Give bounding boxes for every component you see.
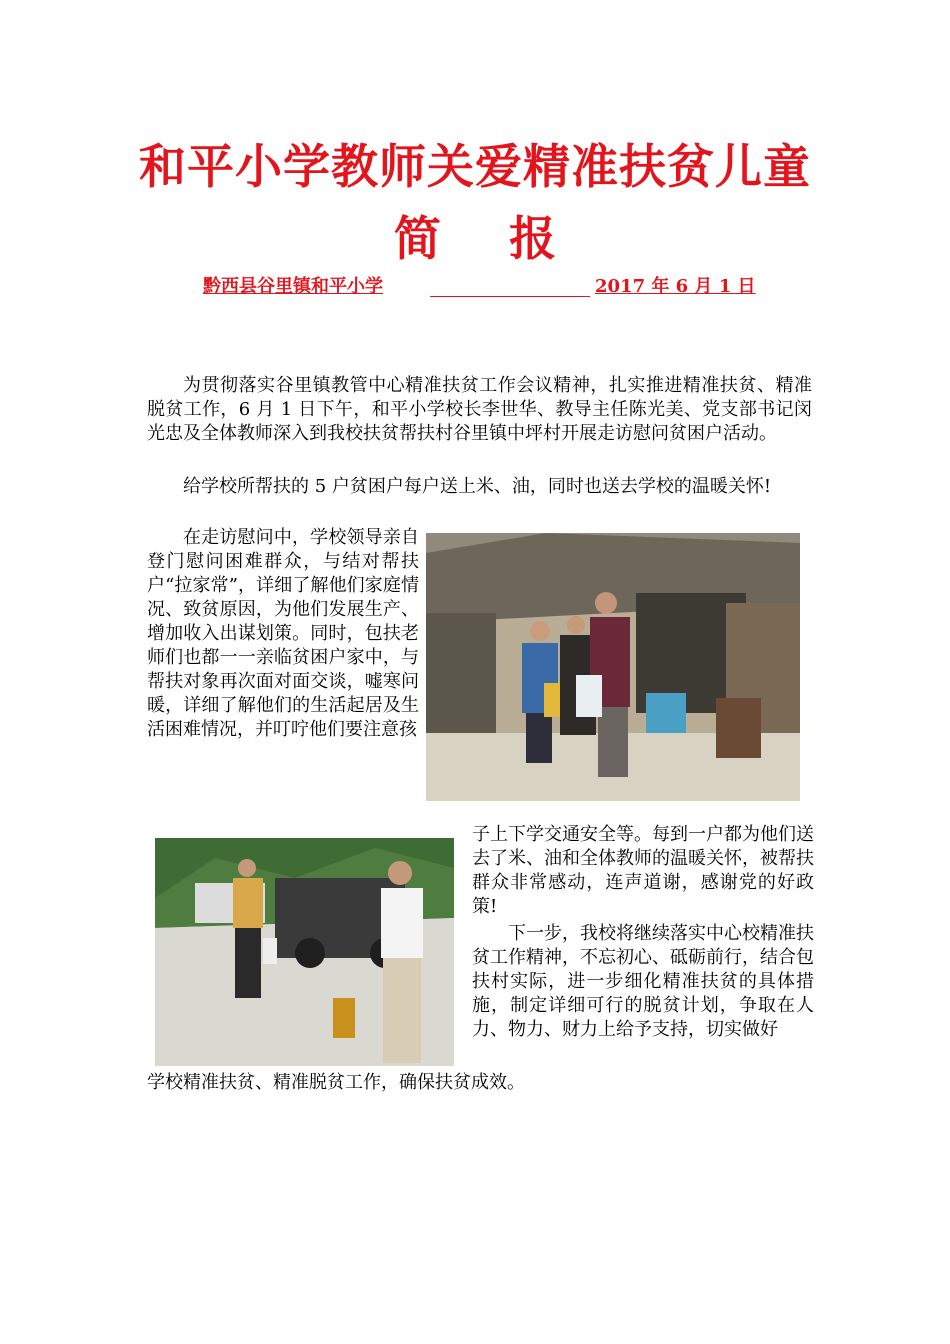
byline-date: 2017 年 6 月 1 日 [595,276,756,297]
document-subtitle: 简 报 [393,212,583,267]
paragraph-intro: 为贯彻落实谷里镇教管中心精准扶贫工作会议精神，扎实推进精准扶贫、精准脱贫工作，6 月 1 日下午，和平小学校长李世华、教导主任陈光美、党支部书记闵光忠及全体教师深入到我校扶贫帮扶村谷里镇中坪村开展走访慰问贫困户活动。 [147,375,812,444]
document-title: 和平小学教师关爱精准扶贫儿童 [139,140,811,195]
paragraph-visit-part1: 在走访慰问中，学校领导亲自登门慰问困难群众，与结对帮扶户“拉家常”，详细了解他们家庭情况、致贫原因，为他们发展生产、增加收入出谋划策。同时，包扶老师们也都一一亲临贫困户家中，与帮扶对象再次面对面交谈，嘘寒问暖，详细了解他们的生活起居及生活困难情况，并叮咛他们要注意孩 [147,527,419,740]
paragraph-next-steps-part2: 学校精准扶贫、精准脱贫工作，确保扶贫成效。 [147,1072,525,1093]
photo-teachers-carrying-supplies [155,838,454,1066]
paragraph-gifts: 给学校所帮扶的 5 户贫困户每户送上米、油，同时也送去学校的温暖关怀! [183,476,772,497]
byline-organization: 黔西县谷里镇和平小学 [203,276,383,297]
byline-underline-gap [430,276,590,297]
paragraph-next-steps-part1: 下一步，我校将继续落实中心校精准扶贫工作精神，不忘初心、砥砺前行，结合包扶村实际，进一步细化精准扶贫的具体措施，制定详细可行的脱贫计划，争取在人力、物力、财力上给予支持，切实做好 [472,923,814,1040]
photo-visiting-household [426,533,800,801]
paragraph-visit-part2: 子上下学交通安全等。每到一户都为他们送去了米、油和全体教师的温暖关怀，被帮扶群众非常感动，连声道谢，感谢党的好政策! [472,824,814,917]
